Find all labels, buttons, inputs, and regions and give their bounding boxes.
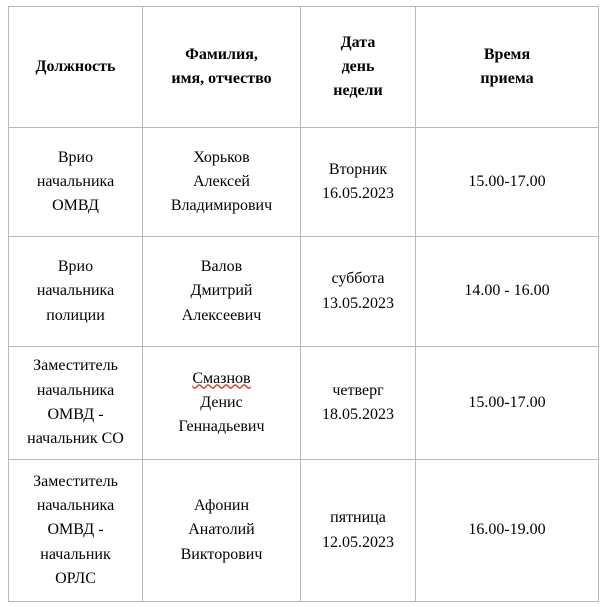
table-header-row xyxy=(9,7,599,128)
table-row xyxy=(9,347,599,460)
cell-line: ОМВД - xyxy=(47,521,104,539)
cell-line: начальник СО xyxy=(27,430,124,448)
cell-line: начальника xyxy=(36,381,115,399)
header-line: приема xyxy=(480,70,534,87)
cell-line-date: 18.05.2023 xyxy=(322,406,394,423)
cell-line-weekday: четверг xyxy=(332,381,384,399)
table-header xyxy=(9,7,599,128)
cell-line: Викторович xyxy=(180,545,263,563)
column-header-position xyxy=(9,7,143,128)
cell-line: начальника xyxy=(36,282,115,300)
cell-line: Заместитель xyxy=(33,357,118,375)
cell-line: Врио xyxy=(57,148,94,166)
cell-line: Геннадьевич xyxy=(178,418,265,436)
table-body xyxy=(9,128,599,602)
cell-line-weekday: суббота xyxy=(331,270,385,288)
cell-line-date: 12.05.2023 xyxy=(322,533,394,551)
cell-line: 15.00-17.00 xyxy=(468,172,546,190)
cell-date xyxy=(301,237,416,347)
cell-line: Денис xyxy=(200,393,243,411)
cell-line: Афонин xyxy=(194,497,249,515)
header-line: Время xyxy=(483,45,531,63)
cell-line: Валов xyxy=(200,258,243,276)
cell-line: начальника xyxy=(36,172,115,190)
cell-line: Алексей xyxy=(193,172,250,190)
cell-time xyxy=(416,128,599,237)
table-row xyxy=(9,237,599,347)
cell-time xyxy=(416,237,599,347)
cell-line: ОРЛС xyxy=(55,569,96,587)
cell-line: Хорьков xyxy=(193,148,250,166)
cell-line: Анатолий xyxy=(188,521,255,539)
cell-line: ОМВД - xyxy=(47,406,104,423)
column-header-reception-time xyxy=(416,7,599,128)
column-header-full-name xyxy=(143,7,301,128)
cell-date xyxy=(301,128,416,237)
cell-line: начальника xyxy=(36,497,115,515)
header-line: имя, отчество xyxy=(171,70,272,87)
cell-line: Алексеевич xyxy=(181,306,262,324)
cell-line: начальник xyxy=(40,545,111,563)
cell-line-date: 16.05.2023 xyxy=(322,185,394,202)
cell-position xyxy=(9,460,143,602)
header-line: Должность xyxy=(35,57,116,75)
cell-line-spellcheck: Смазнов xyxy=(192,369,251,387)
cell-line-date: 13.05.2023 xyxy=(322,294,394,312)
header-line: недели xyxy=(333,82,383,100)
cell-line: 14.00 - 16.00 xyxy=(464,282,550,300)
cell-line: 16.00-19.00 xyxy=(468,521,546,539)
cell-line: Заместитель xyxy=(33,472,118,490)
cell-full-name xyxy=(143,237,301,347)
cell-position xyxy=(9,128,143,237)
header-line: Фамилия, xyxy=(185,45,258,63)
cell-full-name xyxy=(143,128,301,237)
cell-date xyxy=(301,460,416,602)
cell-line: ОМВД xyxy=(52,197,99,215)
cell-position xyxy=(9,237,143,347)
cell-line: Владимирович xyxy=(170,197,273,215)
table-row xyxy=(9,128,599,237)
cell-line: 15.00-17.00 xyxy=(468,393,546,411)
table-row xyxy=(9,460,599,602)
reception-schedule-table xyxy=(8,6,599,602)
cell-position xyxy=(9,347,143,460)
cell-full-name xyxy=(143,460,301,602)
cell-time xyxy=(416,347,599,460)
cell-date xyxy=(301,347,416,460)
cell-time xyxy=(416,460,599,602)
cell-line: Дмитрий xyxy=(190,282,253,300)
cell-line: полиции xyxy=(46,306,105,324)
cell-full-name xyxy=(143,347,301,460)
cell-line: Врио xyxy=(57,258,94,276)
column-header-date-weekday xyxy=(301,7,416,128)
header-line: день xyxy=(341,57,375,75)
header-line: Дата xyxy=(340,33,376,51)
cell-line-weekday: пятница xyxy=(330,509,386,527)
cell-line-weekday: Вторник xyxy=(328,160,388,178)
